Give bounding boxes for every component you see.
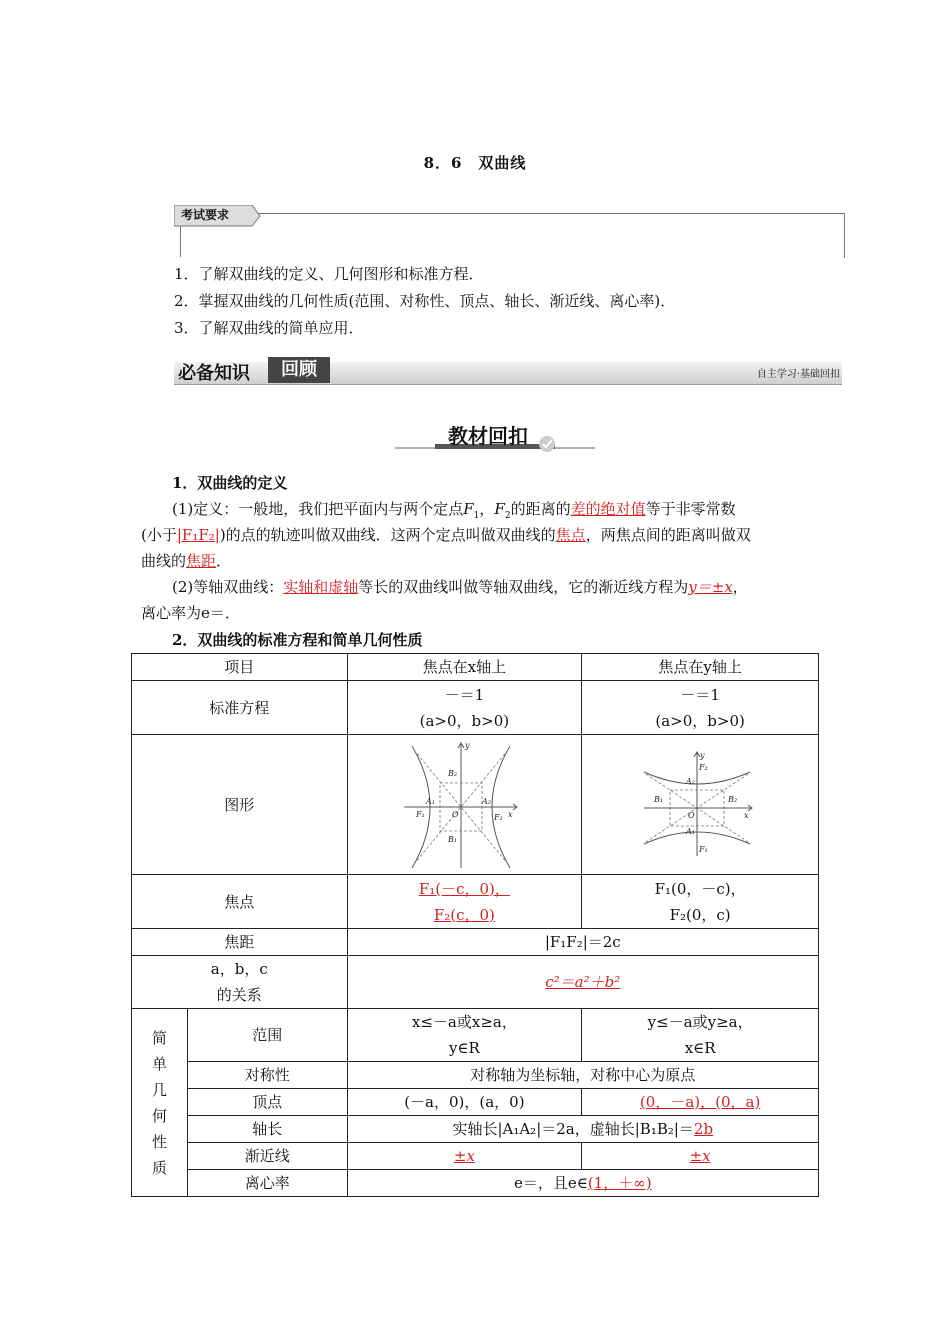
graph-label: O xyxy=(688,810,695,820)
row-label: 离心率 xyxy=(187,1170,347,1197)
answer-blank: 2b xyxy=(693,1120,714,1138)
hyperbola-x-graph xyxy=(404,740,524,870)
header-item: 项目 xyxy=(132,654,348,681)
group-label-cell xyxy=(132,1009,188,1197)
text: (小于 xyxy=(141,526,177,544)
answer-blank: 实轴和虚轴 xyxy=(283,578,359,596)
properties-table xyxy=(131,653,819,1197)
answer-blank: (1，＋∞) xyxy=(587,1174,652,1192)
text: e＝，且e∈ xyxy=(513,1174,588,1192)
graph-x-cell xyxy=(347,735,582,875)
graph-y-cell xyxy=(582,735,819,875)
graph-label: F₁ xyxy=(416,809,426,819)
hyperbola-y-graph xyxy=(640,750,760,860)
text: 的关系 xyxy=(216,986,262,1004)
answer-blank: F₁(－c，0)， xyxy=(418,879,510,898)
text: 简 xyxy=(151,1028,167,1047)
answer-blank: 差的绝对值 xyxy=(570,500,646,518)
row-label: 对称性 xyxy=(187,1062,347,1089)
table-row xyxy=(132,1116,819,1143)
graph-label: x xyxy=(744,810,749,820)
graph-label: O xyxy=(452,809,459,819)
banner-box: 回顾 xyxy=(268,357,330,383)
graph-label: B₂ xyxy=(448,768,458,778)
subheading: 教材回扣 xyxy=(448,424,528,448)
text: ． xyxy=(216,552,232,570)
graph-label: F₂ xyxy=(494,812,504,822)
text: 单 xyxy=(151,1054,167,1073)
graph-label: B₁ xyxy=(448,834,458,844)
cell-symmetry: 对称轴为坐标轴，对称中心为原点 xyxy=(347,1062,818,1089)
text: (a>0，b>0) xyxy=(655,711,745,730)
definition-line1: (1)定义：一般地，我们把平面内与两个定点$F_1$，$F_2$的距离的差的绝对值等于非零常数 xyxy=(172,500,736,521)
graph-label: y xyxy=(465,740,470,750)
graph-label: A₂ xyxy=(482,796,492,806)
cell-vertex-y xyxy=(582,1089,819,1116)
row-label: 范围 xyxy=(187,1009,347,1062)
text: y≤－a或y≥a， xyxy=(647,1013,753,1031)
equilateral-line2: 离心率为e＝． xyxy=(141,604,240,622)
text: ， xyxy=(732,578,748,596)
page-title: 8．6 双曲线 xyxy=(423,154,527,172)
row-label: 图形 xyxy=(132,735,348,875)
cell-eq-y xyxy=(582,681,819,735)
cell-range-y xyxy=(582,1009,819,1062)
answer-blank: y＝±x xyxy=(688,578,733,596)
header-y: 焦点在y轴上 xyxy=(582,654,819,681)
cell-eq-x xyxy=(347,681,582,735)
header-x: 焦点在x轴上 xyxy=(347,654,582,681)
table-row xyxy=(132,875,819,929)
equilateral-line1 xyxy=(172,574,822,600)
text: F₂(0，c) xyxy=(669,905,731,924)
answer-blank: (0，－a)，(0，a) xyxy=(639,1093,761,1111)
cell-focus-x xyxy=(347,875,582,929)
cell-abc xyxy=(347,956,818,1009)
requirements-frame xyxy=(174,213,845,258)
row-label: 渐近线 xyxy=(187,1143,347,1170)
text: x≤－a或x≥a， xyxy=(411,1013,517,1031)
requirement-item: 3．了解双曲线的简单应用． xyxy=(174,319,364,337)
text: )的点的轨迹叫做双曲线．这两个定点叫做双曲线的 xyxy=(219,526,556,544)
text: ，两焦点间的距离叫做双 xyxy=(585,526,751,544)
definition-line3 xyxy=(141,548,821,574)
text: x∈R xyxy=(684,1039,716,1057)
answer-blank: 焦点 xyxy=(555,526,586,544)
table-row xyxy=(132,735,819,875)
graph-label: A₂ xyxy=(686,776,696,786)
text: 几 xyxy=(151,1080,167,1099)
cell-range-x xyxy=(347,1009,582,1062)
graph-label: A₁ xyxy=(426,796,436,806)
cell-vertex-x: (－a，0)，(a，0) xyxy=(347,1089,582,1116)
answer-blank: ±x xyxy=(689,1147,711,1165)
row-label: 焦点 xyxy=(132,875,348,929)
answer-blank: 焦距 xyxy=(186,552,217,570)
row-label xyxy=(132,956,348,1009)
requirement-item: 1．了解双曲线的定义、几何图形和标准方程． xyxy=(174,265,484,283)
text: 等于非零常数 xyxy=(645,500,736,518)
cell-focus-y xyxy=(582,875,819,929)
text: 性 xyxy=(151,1132,167,1151)
table-row xyxy=(132,1170,819,1197)
text: 质 xyxy=(151,1158,167,1177)
banner-subtitle: 自主学习·基础回扣 xyxy=(756,369,840,380)
answer-blank: c²＝a²＋b² xyxy=(545,973,621,991)
text: －＝1 xyxy=(444,685,485,704)
text: 曲线的 xyxy=(141,552,187,570)
answer-blank: |F₁F₂| xyxy=(176,526,220,544)
cell-axis-length xyxy=(347,1116,818,1143)
graph-label: B₁ xyxy=(654,794,664,804)
row-label: 标准方程 xyxy=(132,681,348,735)
text: 的距离的 xyxy=(510,500,571,518)
answer-blank: ±x xyxy=(453,1147,475,1165)
text: (1)定义：一般地，我们把平面内与两个定点 xyxy=(172,500,464,518)
graph-label: y xyxy=(700,750,705,760)
text: －＝1 xyxy=(680,685,720,704)
cell-asym-x xyxy=(347,1143,582,1170)
text: (2)等轴双曲线： xyxy=(172,578,284,596)
text: (a>0，b>0) xyxy=(419,711,510,730)
table-row xyxy=(132,929,819,956)
graph-label: B₂ xyxy=(728,794,738,804)
table-row xyxy=(132,1009,819,1062)
section1-heading: 1．双曲线的定义 xyxy=(172,474,288,492)
text: 何 xyxy=(151,1106,167,1125)
table-row xyxy=(132,681,819,735)
table-row xyxy=(132,956,819,1009)
answer-blank: F₂(c，0) xyxy=(433,905,495,924)
section2-heading: 2．双曲线的标准方程和简单几何性质 xyxy=(172,631,423,649)
row-label: 顶点 xyxy=(187,1089,347,1116)
graph-label: F₁ xyxy=(699,844,708,854)
table-row xyxy=(132,654,819,681)
text: F₁(0，－c)， xyxy=(654,879,746,898)
requirement-item: 2．掌握双曲线的几何性质(范围、对称性、顶点、轴长、渐近线、离心率)． xyxy=(174,292,676,310)
cell-asym-y xyxy=(582,1143,819,1170)
table-row xyxy=(132,1089,819,1116)
banner-title: 必备知识 xyxy=(178,363,250,384)
table-row xyxy=(132,1062,819,1089)
text: y∈R xyxy=(448,1039,480,1057)
graph-label: x xyxy=(508,809,513,819)
graph-label: F₂ xyxy=(699,762,708,772)
requirements-frame-left xyxy=(180,225,181,257)
cell-eccentricity xyxy=(347,1170,818,1197)
row-label: 轴长 xyxy=(187,1116,347,1143)
graph-label: A₁ xyxy=(686,826,696,836)
definition-line2 xyxy=(141,522,821,548)
text: 实轴长|A₁A₂|＝2a，虚轴长|B₁B₂|＝ xyxy=(452,1120,694,1138)
table-row xyxy=(132,1143,819,1170)
text: a，b，c xyxy=(210,960,268,978)
cell-focal-distance: |F₁F₂|＝2c xyxy=(347,929,818,956)
row-label: 焦距 xyxy=(132,929,348,956)
text: 等长的双曲线叫做等轴双曲线，它的渐近线方程为 xyxy=(358,578,689,596)
requirements-tag: 考试要求 xyxy=(181,208,230,222)
